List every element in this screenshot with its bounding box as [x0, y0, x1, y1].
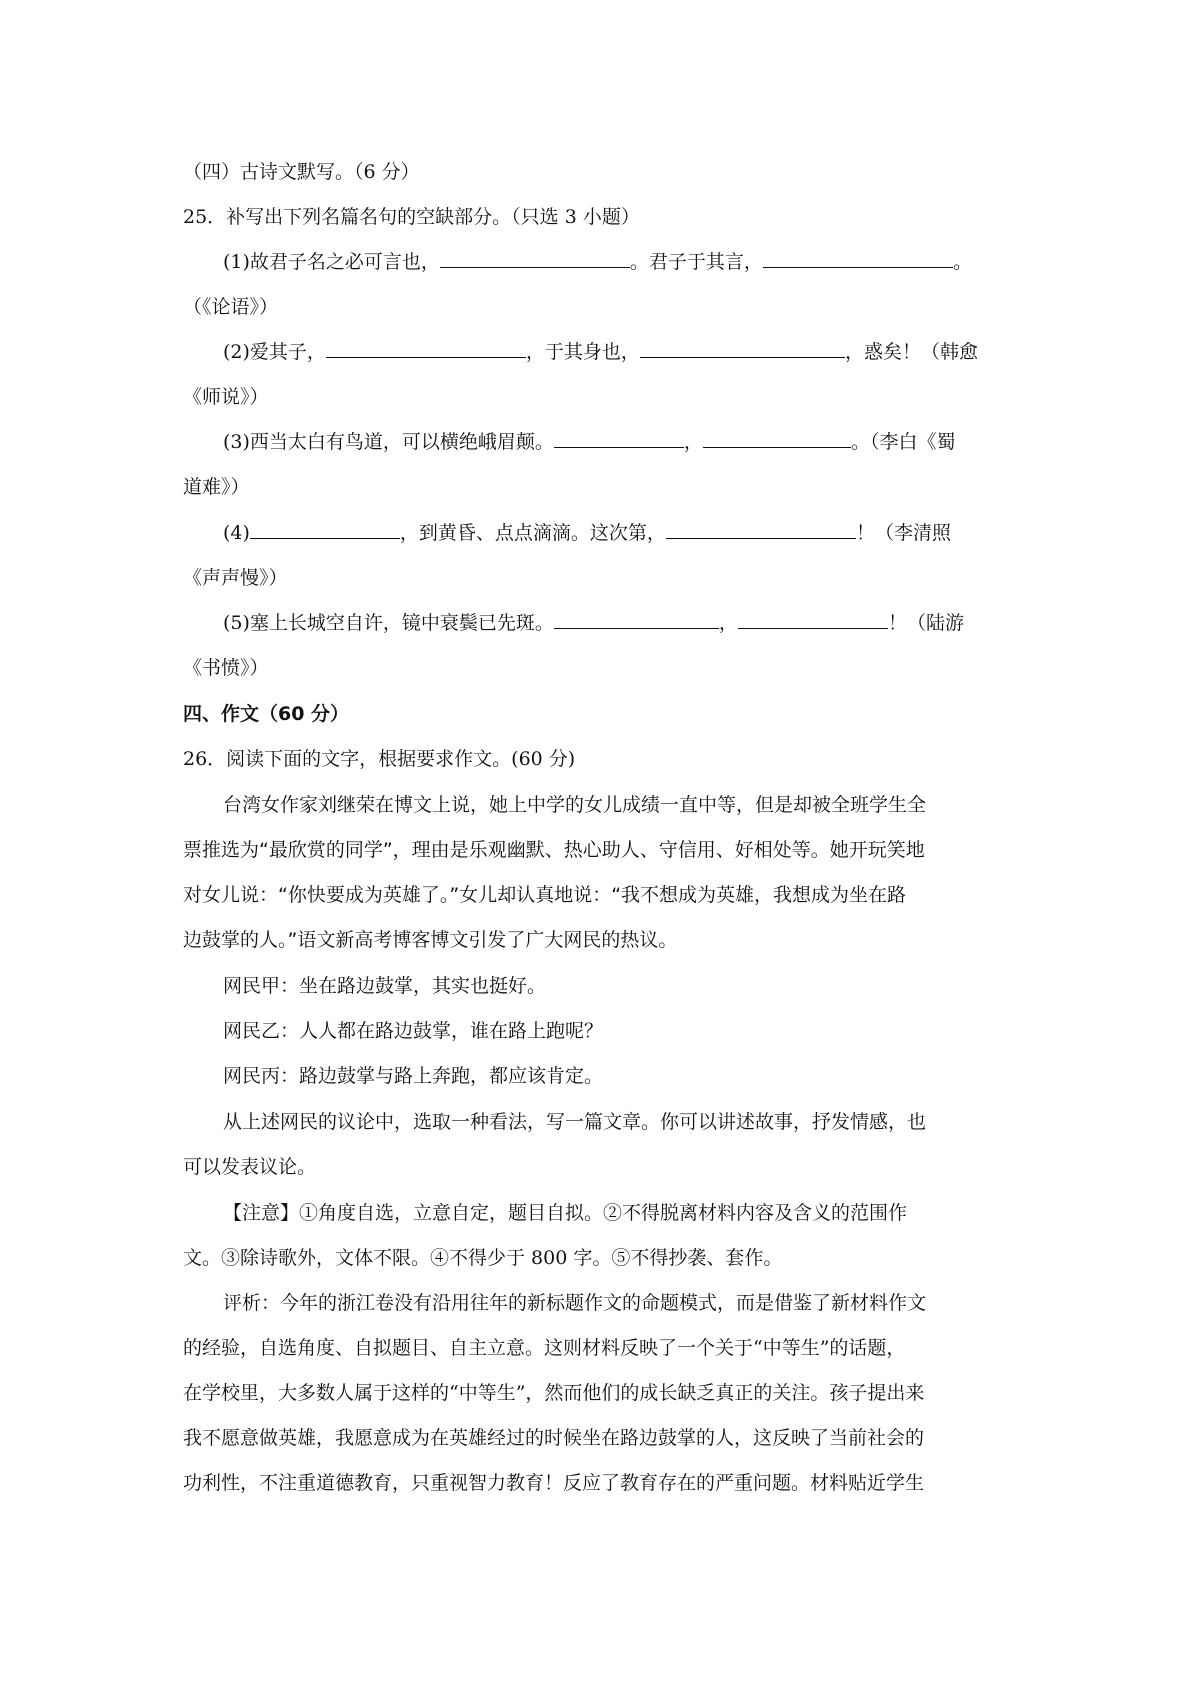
item-5-source: 《书愤》） [183, 657, 269, 679]
analysis-line-3: 在学校里，大多数人属于这样的“中等生”，然而他们的成长缺乏真正的关注。孩子提出来 [183, 1382, 925, 1404]
item-4-text-c: ！（李清照 [855, 522, 951, 544]
question-26-title: 26．阅读下面的文字，根据要求作文。(60 分) [183, 748, 576, 770]
blank-10 [738, 610, 888, 629]
blank-5 [554, 429, 684, 448]
netizen-b-comment: 网民乙：人人都在路边鼓掌，谁在路上跑呢？ [223, 1020, 604, 1042]
item-1-text-c: 。 [952, 251, 972, 273]
analysis-line-1: 评析：今年的浙江卷没有沿用往年的新标题作文的命题模式，而是借鉴了新材料作文 [223, 1292, 927, 1314]
section-heading-ancient-poetry: （四）古诗文默写。（6 分） [183, 161, 420, 183]
item-4-text-b: ，到黄昏、点点滴滴。这次第， [399, 522, 666, 544]
requirement-line-1: 从上述网民的议论中，选取一种看法，写一篇文章。你可以讲述故事，抒发情感，也 [223, 1111, 927, 1133]
requirement-line-2: 可以发表议论。 [183, 1156, 317, 1178]
item-5-text-b: ， [718, 612, 738, 634]
item-1-text-b: 。君子于其言， [629, 251, 763, 273]
item-2-source: 《师说》） [183, 386, 269, 408]
material-line-2: 票推选为“最欣赏的同学”，理由是乐观幽默、热心助人、守信用、好相处等。她开玩笑地 [183, 839, 925, 861]
item-5-text-a: (5)塞上长城空自许，镜中衰鬓已先斑。 [223, 612, 554, 634]
item-1-source: （《论语》） [183, 296, 279, 318]
item-4-text-a: (4) [223, 522, 250, 544]
blank-9 [554, 610, 719, 629]
blank-3 [326, 339, 526, 358]
note-line-2: 文。③除诗歌外，文体不限。④不得少于 800 字。⑤不得抄袭、套作。 [183, 1247, 783, 1269]
question-25-item-3 [223, 429, 955, 455]
item-2-text-b: ，于其身也， [525, 341, 640, 363]
item-3-text-b: ， [683, 431, 703, 453]
question-25-item-5 [223, 610, 964, 636]
netizen-a-comment: 网民甲：坐在路边鼓掌，其实也挺好。 [223, 975, 547, 997]
item-1-text-a: (1)故君子名之必可言也， [223, 251, 440, 273]
material-line-3: 对女儿说：“你快要成为英雄了。”女儿却认真地说：“我不想成为英雄，我想成为坐在路 [183, 884, 907, 906]
question-25-item-1 [223, 249, 972, 275]
blank-4 [640, 339, 845, 358]
question-25-item-2 [223, 339, 978, 365]
blank-6 [703, 429, 851, 448]
analysis-line-5: 功利性，不注重道德教育，只重视智力教育！反应了教育存在的严重问题。材料贴近学生 [183, 1472, 925, 1494]
analysis-line-4: 我不愿意做英雄，我愿意成为在英雄经过的时候坐在路边鼓掌的人，这反映了当前社会的 [183, 1427, 925, 1449]
note-line-1: 【注意】①角度自选，立意自定，题目自拟。②不得脱离材料内容及含义的范围作 [223, 1202, 908, 1224]
item-2-text-c: ，惑矣！（韩愈 [844, 341, 978, 363]
material-line-4: 边鼓掌的人。”语文新高考博客博文引发了广大网民的热议。 [183, 929, 678, 951]
item-5-text-c: ！（陆游 [887, 612, 964, 634]
blank-7 [250, 520, 400, 539]
blank-8 [666, 520, 856, 539]
blank-2 [763, 249, 953, 268]
analysis-line-2: 的经验，自选角度、自拟题目、自主立意。这则材料反映了一个关于“中等生”的话题， [183, 1337, 906, 1359]
blank-1 [440, 249, 630, 268]
section-heading-essay: 四、作文（60 分） [183, 703, 350, 725]
item-3-source: 道难》） [183, 476, 250, 498]
item-2-text-a: (2)爱其子， [223, 341, 326, 363]
item-3-text-a: (3)西当太白有鸟道，可以横绝峨眉颠。 [223, 431, 554, 453]
item-4-source: 《声声慢》） [183, 567, 288, 589]
question-25-title: 25．补写出下列名篇名句的空缺部分。（只选 3 小题） [183, 206, 640, 228]
question-25-item-4 [223, 520, 951, 546]
netizen-c-comment: 网民丙：路边鼓掌与路上奔跑，都应该肯定。 [223, 1065, 604, 1087]
item-3-text-c: 。（李白《蜀 [850, 431, 956, 453]
material-line-1: 台湾女作家刘继荣在博文上说，她上中学的女儿成绩一直中等，但是却被全班学生全 [223, 794, 927, 816]
